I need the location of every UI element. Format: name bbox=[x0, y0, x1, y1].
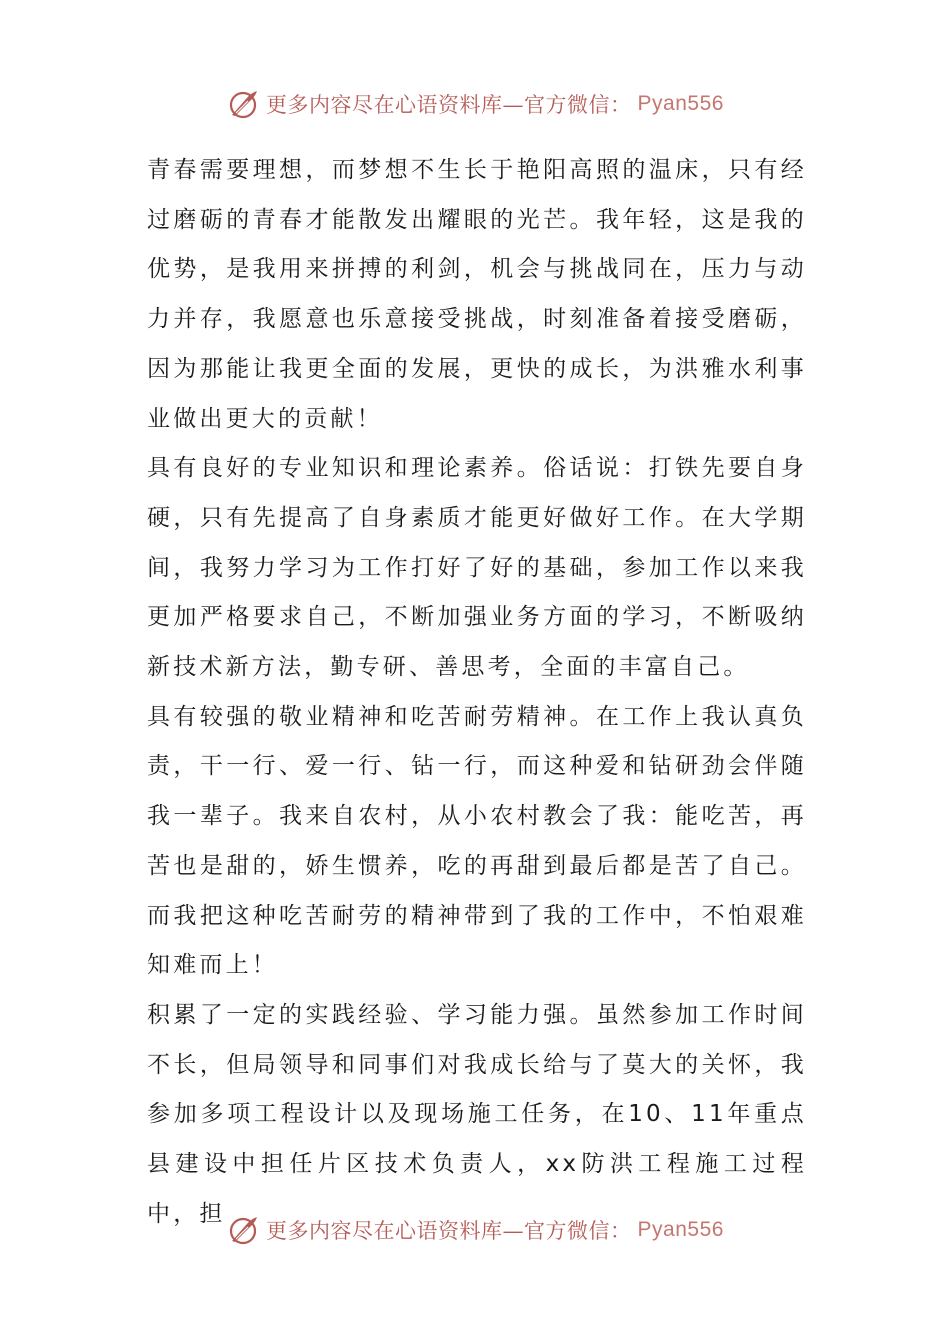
paragraph: 具有良好的专业知识和理论素养。俗话说：打铁先要自身硬，只有先提高了自身素质才能更好做好工作。在大学期间，我努力学习为工作打好了好的基础，参加工作以来我更加严格要求自己，不断加强业务方面的学习，不断吸纳新技术新方法，勤专研、善思考，全面的丰富自己。 bbox=[147, 455, 807, 681]
quill-pen-logo-icon bbox=[226, 1213, 260, 1247]
document-body bbox=[147, 146, 807, 1239]
footer-watermark-banner bbox=[0, 1208, 950, 1252]
paragraph: 积累了一定的实践经验、学习能力强。虽然参加工作时间不长，但局领导和同事们对我成长给与了莫大的关怀，我参加多项工程设计以及现场施工任务，在10、11年重点县建设中担任片区技术负责人，xx防洪工程施工过程中，担 bbox=[147, 1001, 807, 1227]
paragraph: 具有较强的敬业精神和吃苦耐劳精神。在工作上我认真负责，干一行、爱一行、钻一行，而这种爱和钻研劲会伴随我一辈子。我来自农村，从小农村教会了我：能吃苦，再苦也是甜的，娇生惯养，吃的再甜到最后都是苦了自己。而我把这种吃苦耐劳的精神带到了我的工作中，不怕艰难知难而上！ bbox=[147, 703, 807, 979]
header-watermark-banner bbox=[0, 82, 950, 126]
quill-pen-logo-icon bbox=[226, 87, 260, 121]
wechat-id: Pyan556 bbox=[637, 1218, 724, 1241]
paragraph: 青春需要理想，而梦想不生长于艳阳高照的温床，只有经过磨砺的青春才能散发出耀眼的光芒。我年轻，这是我的优势，是我用来拼搏的利剑，机会与挑战同在，压力与动力并存，我愿意也乐意接受挑战，时刻准备着接受磨砺，因为那能让我更全面的发展，更快的成长，为洪雅水利事业做出更大的贡献！ bbox=[147, 157, 807, 432]
banner-text: 更多内容尽在心语资料库—官方微信： bbox=[266, 93, 632, 117]
wechat-id: Pyan556 bbox=[637, 92, 724, 115]
banner-text: 更多内容尽在心语资料库—官方微信： bbox=[266, 1219, 632, 1243]
